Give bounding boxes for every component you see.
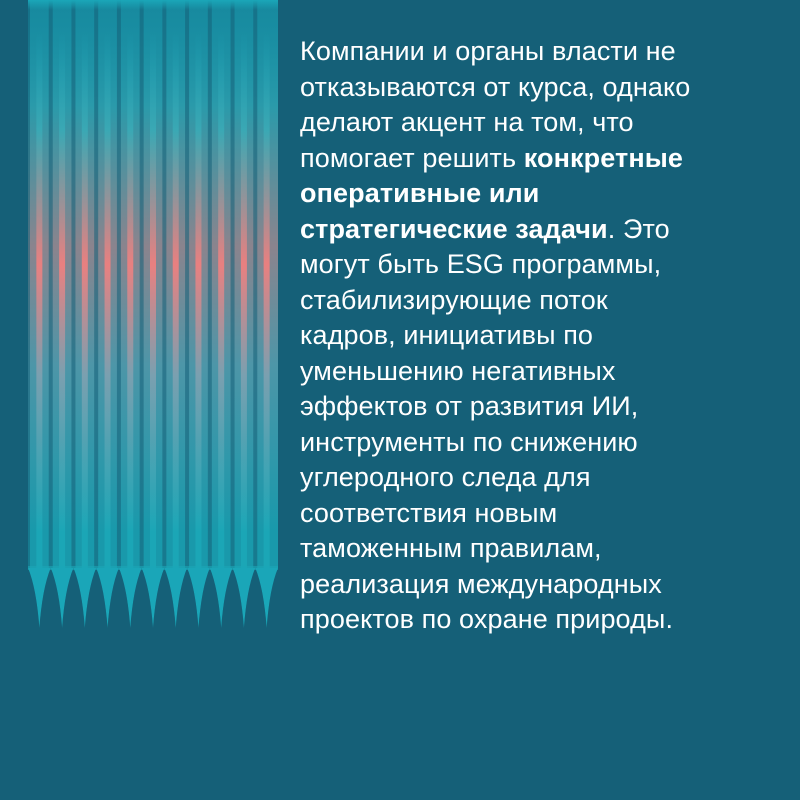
stripe-layer xyxy=(28,0,278,588)
stripe-highlight xyxy=(36,30,42,588)
paragraph-text: Компании и органы власти не xyxy=(300,36,676,66)
stripe-highlight xyxy=(195,30,201,588)
stripe-gap xyxy=(117,0,121,588)
paragraph-text: таможенным правилам, xyxy=(300,533,602,563)
paragraph-text: соответствия новым xyxy=(300,497,558,528)
stripe-gap xyxy=(71,0,75,588)
paragraph-line xyxy=(300,425,770,461)
stripe-gap xyxy=(208,0,212,588)
paragraph-line xyxy=(300,212,770,248)
paragraph-text: могут быть ESG программы, xyxy=(300,249,662,279)
paragraph-line xyxy=(300,247,770,283)
paragraph-line xyxy=(300,602,770,638)
paragraph-text: эффектов от развития ИИ, xyxy=(300,391,639,421)
paragraph-text: проектов по охране природы. xyxy=(300,604,674,634)
stripe-gap xyxy=(162,0,166,588)
paragraph-text: реализация международных xyxy=(300,568,662,599)
paragraph-text: стабилизирующие поток xyxy=(300,284,608,315)
paragraph-line xyxy=(300,318,770,354)
paragraph-text: отказываются от курса, однако xyxy=(300,71,691,102)
paragraph-text: инструменты по снижению xyxy=(300,426,638,457)
stripe-highlight xyxy=(241,30,247,588)
paragraph-line xyxy=(300,496,770,532)
paragraph-emphasis: конкретные xyxy=(523,142,684,173)
stripe-gap xyxy=(140,0,144,588)
paragraph-text: углеродного следа для xyxy=(300,462,591,492)
stripe-highlight xyxy=(150,30,156,588)
paragraph-text: уменьшению негативных xyxy=(300,355,616,386)
stripe-gap xyxy=(28,0,30,588)
stripe-gap xyxy=(253,0,257,588)
paragraph-text: кадров, инициативы по xyxy=(300,320,594,350)
stripe-gap xyxy=(94,0,98,588)
paragraph-line xyxy=(300,567,770,603)
stripe-highlight xyxy=(59,30,65,588)
stripe-highlight xyxy=(218,30,224,588)
decorative-stripes-graphic xyxy=(28,0,278,628)
stripe-highlight xyxy=(264,30,270,588)
paragraph-line xyxy=(300,105,770,141)
paragraph-line xyxy=(300,531,770,567)
paragraph-text: помогает решить xyxy=(300,142,524,173)
paragraph-emphasis: оперативные или xyxy=(300,178,540,208)
stripe-tooth-base xyxy=(28,566,278,570)
paragraph-line xyxy=(300,141,770,177)
body-paragraph xyxy=(300,34,770,638)
paragraph-line xyxy=(300,460,770,496)
stripe-highlight xyxy=(82,30,88,588)
stripe-gap xyxy=(231,0,235,588)
paragraph-emphasis: стратегические задачи xyxy=(300,213,608,244)
paragraph-line xyxy=(300,389,770,425)
paragraph-line xyxy=(300,34,770,70)
stripe-gap xyxy=(49,0,53,588)
paragraph-line xyxy=(300,176,770,212)
paragraph-text: делают акцент на том, что xyxy=(300,107,634,137)
stripe-highlight xyxy=(105,30,111,588)
stripe-bottom-teeth xyxy=(28,566,278,628)
stripe-highlight xyxy=(127,30,133,588)
paragraph-line xyxy=(300,354,770,390)
stripe-gap xyxy=(185,0,189,588)
stripe-highlight xyxy=(173,30,179,588)
paragraph-line xyxy=(300,283,770,319)
paragraph-line xyxy=(300,70,770,106)
paragraph-text: . Это xyxy=(607,213,670,244)
top-fade xyxy=(28,0,278,80)
